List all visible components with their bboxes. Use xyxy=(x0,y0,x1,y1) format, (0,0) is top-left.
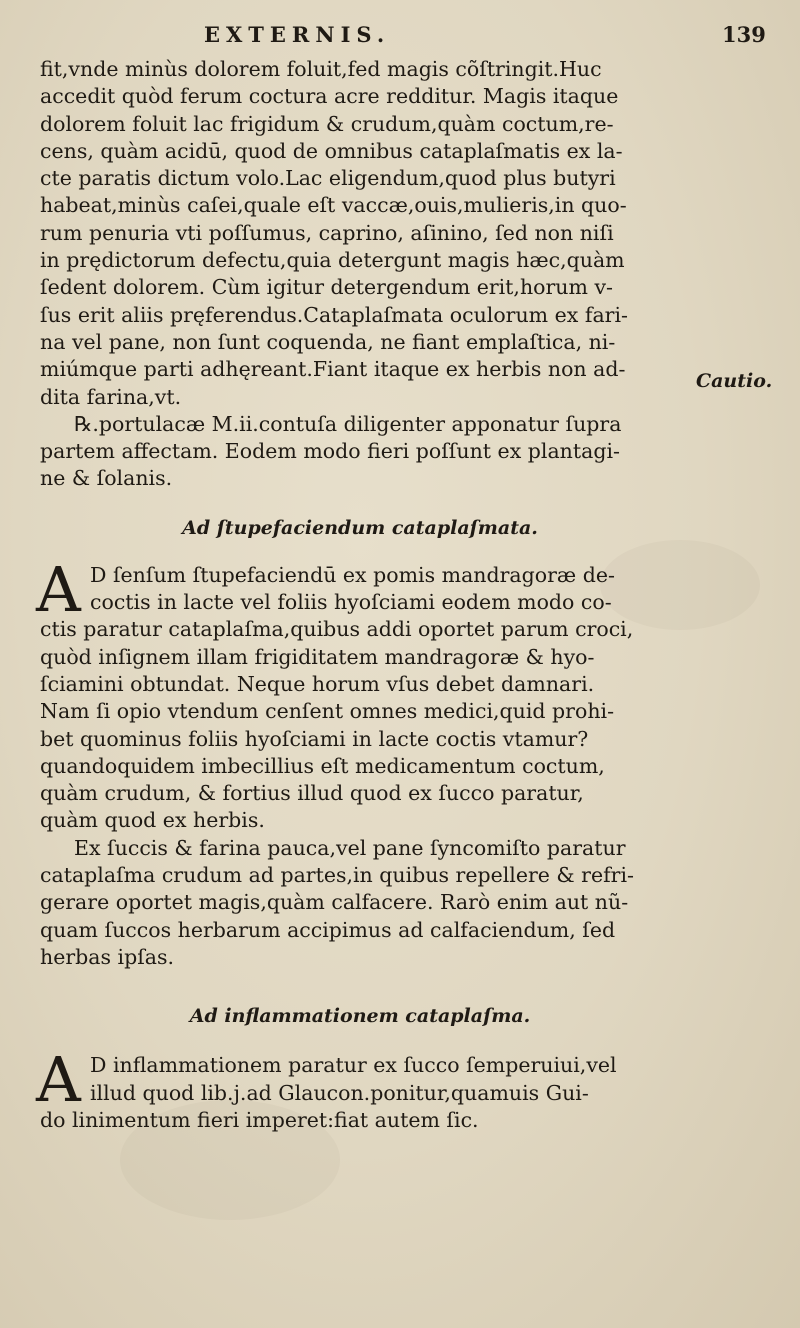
text-line: habeat,minùs caſei,quale eſt vaccæ,ouis,mulieris,in quo- xyxy=(40,193,627,218)
text-line: ſus erit aliis pręferendus.Cataplaſmata oculorum ex fari- xyxy=(40,302,628,327)
text-line: cte paratis dictum volo.Lac eligendum,quod plus butyri xyxy=(40,166,616,191)
text-line: coctis in lacte vel foliis hyoſciami eodem modo co- xyxy=(90,590,612,615)
drop-cap: A xyxy=(36,552,81,626)
text-line: cataplaſma crudum ad partes,in quibus repellere & refri- xyxy=(40,863,634,888)
text-line: rum penuria vti poſſumus, caprino, aſinino, ſed non niſi xyxy=(40,220,614,245)
text-line: Ex ſuccis & farina pauca,vel pane ſyncomiſto paratur xyxy=(74,835,626,860)
text-line: ctis paratur cataplaſma,quibus addi oportet parum croci, xyxy=(40,617,634,642)
text-line: D ſenſum ſtupefaciendū ex pomis mandragoræ de- xyxy=(90,562,615,587)
text-line: fit,vnde minùs dolorem foluit,fed magis cõſtringit.Huc xyxy=(40,57,602,81)
text-line: dita farina,vt. xyxy=(40,384,182,409)
text-line: ſedent dolorem. Cùm igitur detergendum erit,horum v- xyxy=(40,275,613,300)
drop-cap: A xyxy=(36,1043,81,1117)
text-line: miúmque parti adhęreant.Fiant itaque ex herbis non ad- xyxy=(40,357,626,382)
text-line: ſciamini obtundat. Neque horum vſus debet damnari. xyxy=(40,671,595,696)
text-line: bet quominus foliis hyoſciami in lacte coctis vtamur? xyxy=(40,726,589,751)
text-line: partem affectam. Eodem modo fieri poſſunt ex plantagi- xyxy=(40,439,620,464)
text-line: Nam ſi opio vtendum cenſent omnes medici,quid prohi- xyxy=(40,699,615,724)
paragraph-section2 xyxy=(36,1043,680,1134)
text-line: quòd inſignem illam frigiditatem mandragoræ & hyo- xyxy=(40,644,595,669)
text-line: gerare oportet magis,quàm calfacere. Rarò enim aut nũ- xyxy=(40,890,629,915)
margin-note: Cautio. xyxy=(696,370,773,392)
paragraph-section1 xyxy=(36,552,680,835)
text-line: illud quod lib.j.ad Glaucon.ponitur,quamuis Gui- xyxy=(90,1080,589,1105)
text-line: quàm crudum, & fortius illud quod ex ſucco paratur, xyxy=(40,781,584,806)
text-line: in prędictorum defectu,quia detergunt magis hæc,quàm xyxy=(40,248,625,273)
text-block xyxy=(36,56,680,1134)
text-line: quàm quod ex herbis. xyxy=(40,808,265,833)
text-line: quandoquidem imbecillius eſt medicamentum coctum, xyxy=(40,753,605,778)
text-line: do linimentum fieri imperet:fiat autem ſic. xyxy=(40,1107,479,1132)
text-line: na vel pane, non ſunt coquenda, ne fiant emplaſtica, ni- xyxy=(40,329,616,354)
section-heading: Ad ſtupefaciendum cataplaſmata. xyxy=(182,516,538,539)
paragraph-recipe xyxy=(40,411,680,493)
text-line: quam ſuccos herbarum accipimus ad calfaciendum, ſed xyxy=(40,917,616,942)
page-number: 139 xyxy=(722,22,766,47)
running-head: EXTERNIS. xyxy=(204,22,391,47)
text-line: ne & ſolanis. xyxy=(40,466,173,491)
text-line: D inflammationem paratur ex ſucco ſemperuiui,vel xyxy=(90,1053,617,1078)
paragraph-intro xyxy=(40,56,680,411)
paragraph-section1-b xyxy=(40,835,680,971)
page-header xyxy=(0,22,800,58)
text-line: dolorem foluit lac frigidum & crudum,quàm coctum,re- xyxy=(40,111,614,136)
section-heading: Ad inflammationem cataplaſma. xyxy=(189,1005,531,1028)
text-line: ℞.portulacæ M.ii.contuſa diligenter apponatur ſupra xyxy=(74,411,622,436)
text-line: herbas ipſas. xyxy=(40,944,175,969)
text-line: accedit quòd ferum coctura acre redditur. Magis itaque xyxy=(40,84,619,109)
text-line: cens, quàm acidū, quod de omnibus cataplaſmatis ex la- xyxy=(40,138,623,163)
